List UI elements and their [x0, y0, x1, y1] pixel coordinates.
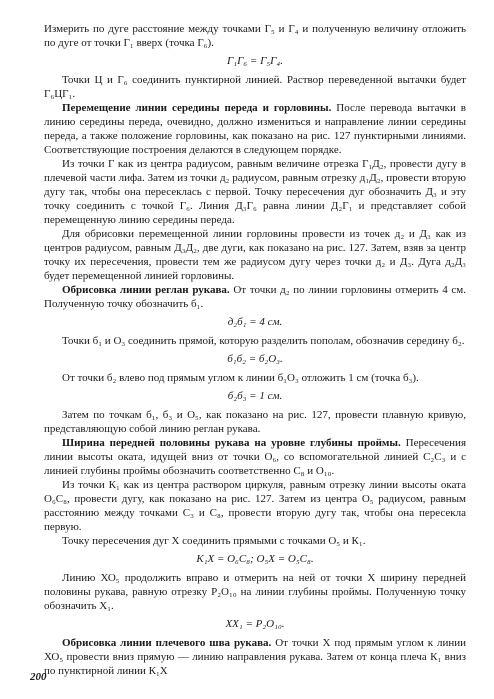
- formula: Г₁Г₆ = Г₅Г₄.: [227, 55, 283, 67]
- formula: ХХ₁ = Р₂О₁₀.: [225, 618, 285, 630]
- paragraph-text: После перевода вытачки в линию середины переда, очевидно, должно измениться и направление линии середины переда, а также положение горловины, как показано на рис. 127 пунктирными линиями. Соответствующие построения делаются в следующем порядке.: [44, 102, 466, 156]
- paragraph: [44, 436, 466, 478]
- text-column: [44, 22, 466, 678]
- paragraph: Измерить по дуге расстояние между точками Г₅ и Г₄ и полученную величину отложить по дуге от точки Г₁ вверх (точка Г₆).: [44, 23, 466, 49]
- paragraph-text: От точки д₂ по линии горловины отмерить 4 см. Полученную точку обозначить б₁.: [44, 284, 466, 310]
- paragraph: Из точки Г как из центра радиусом, равным величине отрезка Г₁Д₂, провести дугу в плечевой части лифа. Затем из точки д₂ радиусом, равным отрезку д₁Д₂, провести вторую дугу так, чтобы она пересеклась с первой. Точку пересечения дуг обозначить Д₃ и эту точку соединить с точкой Г₆. Линия Д₃Г₆ равна линии Д₂Г₁ и представляет собой перемещенную линию середины переда.: [44, 158, 466, 226]
- paragraph: Затем по точкам б₁, б₃ и О₅, как показано на рис. 127, провести плавную кривую, представляющую собой линию реглан рукава.: [44, 409, 466, 435]
- formula: б₁б₂ = б₂О₃.: [227, 353, 283, 365]
- section-heading: Перемещение линии середины переда и горловины.: [62, 102, 332, 114]
- paragraph: [44, 283, 466, 311]
- paragraph: Для обрисовки перемещенной линии горловины провести из точек д₂ и Д₃ как из центров радиусом, равным Д₃Д₂, две дуги, как показано на рис. 127. Затем, взяв за центр точку их пересечения, провести тем же радиусом дугу через точки д₂ и Д₃. Дуга д₂Д₃ будет перемещенной линией горловины.: [44, 228, 466, 282]
- paragraph-text: От точки Х под прямым углом к линии ХО₅ провести вниз прямую — линию направления рукава. Затем от конца плеча К₁ вниз по пунктирной линии К₁Х: [44, 637, 466, 677]
- formula: д₂б₁ = 4 см.: [227, 316, 283, 328]
- paragraph: Линию ХО₅ продолжить вправо и отмерить на ней от точки Х ширину передней половины рукава, равную отрезку Р₂О₁₀ на линии глубины проймы. Полученную точку обозначить Х₁.: [44, 572, 466, 612]
- section-heading: Обрисовка линии плечевого шва рукава.: [62, 637, 272, 649]
- section-heading: Ширина передней половины рукава на уровне глубины проймы.: [62, 437, 401, 449]
- paragraph-text: Пересечения линии высоты оката, идущей вниз от точки О₆, со вспомогательной линией С₂С₃ и с линией глубины проймы обозначить соответственно С₈ и О₁₀.: [44, 437, 466, 477]
- paragraph: Точку пересечения дуг Х соединить прямыми с точками О₅ и К₁.: [62, 535, 366, 547]
- formula: К₁Х = О₆С₈; О₅Х = О₅С₈.: [196, 553, 314, 565]
- page-number: 200: [30, 671, 47, 683]
- formula: б₂б₃ = 1 см.: [227, 390, 283, 402]
- paragraph: Точки б₁ и О₃ соединить прямой, которую разделить пополам, обозначив середину б₂.: [62, 335, 465, 347]
- section-heading: Обрисовка линии реглан рукава.: [62, 284, 230, 296]
- paragraph: Точки Ц и Г₆ соединить пунктирной линией. Раствор переведенной вытачки будет Г₆ЦГ₁.: [44, 74, 466, 100]
- paragraph: [44, 636, 466, 678]
- paragraph: От точки б₂ влево под прямым углом к линии б₁О₃ отложить 1 см (точка б₃).: [62, 372, 419, 384]
- paragraph: [44, 101, 466, 157]
- paragraph: Из точки К₁ как из центра раствором циркуля, равным отрезку линии высоты оката О₆С₈, провести дугу, как показано на рис. 127. Затем из центра О₅ радиусом, равным расстоянию между точками С₃ и С₈, провести вторую дугу так, чтобы она пересекла первую.: [44, 479, 466, 533]
